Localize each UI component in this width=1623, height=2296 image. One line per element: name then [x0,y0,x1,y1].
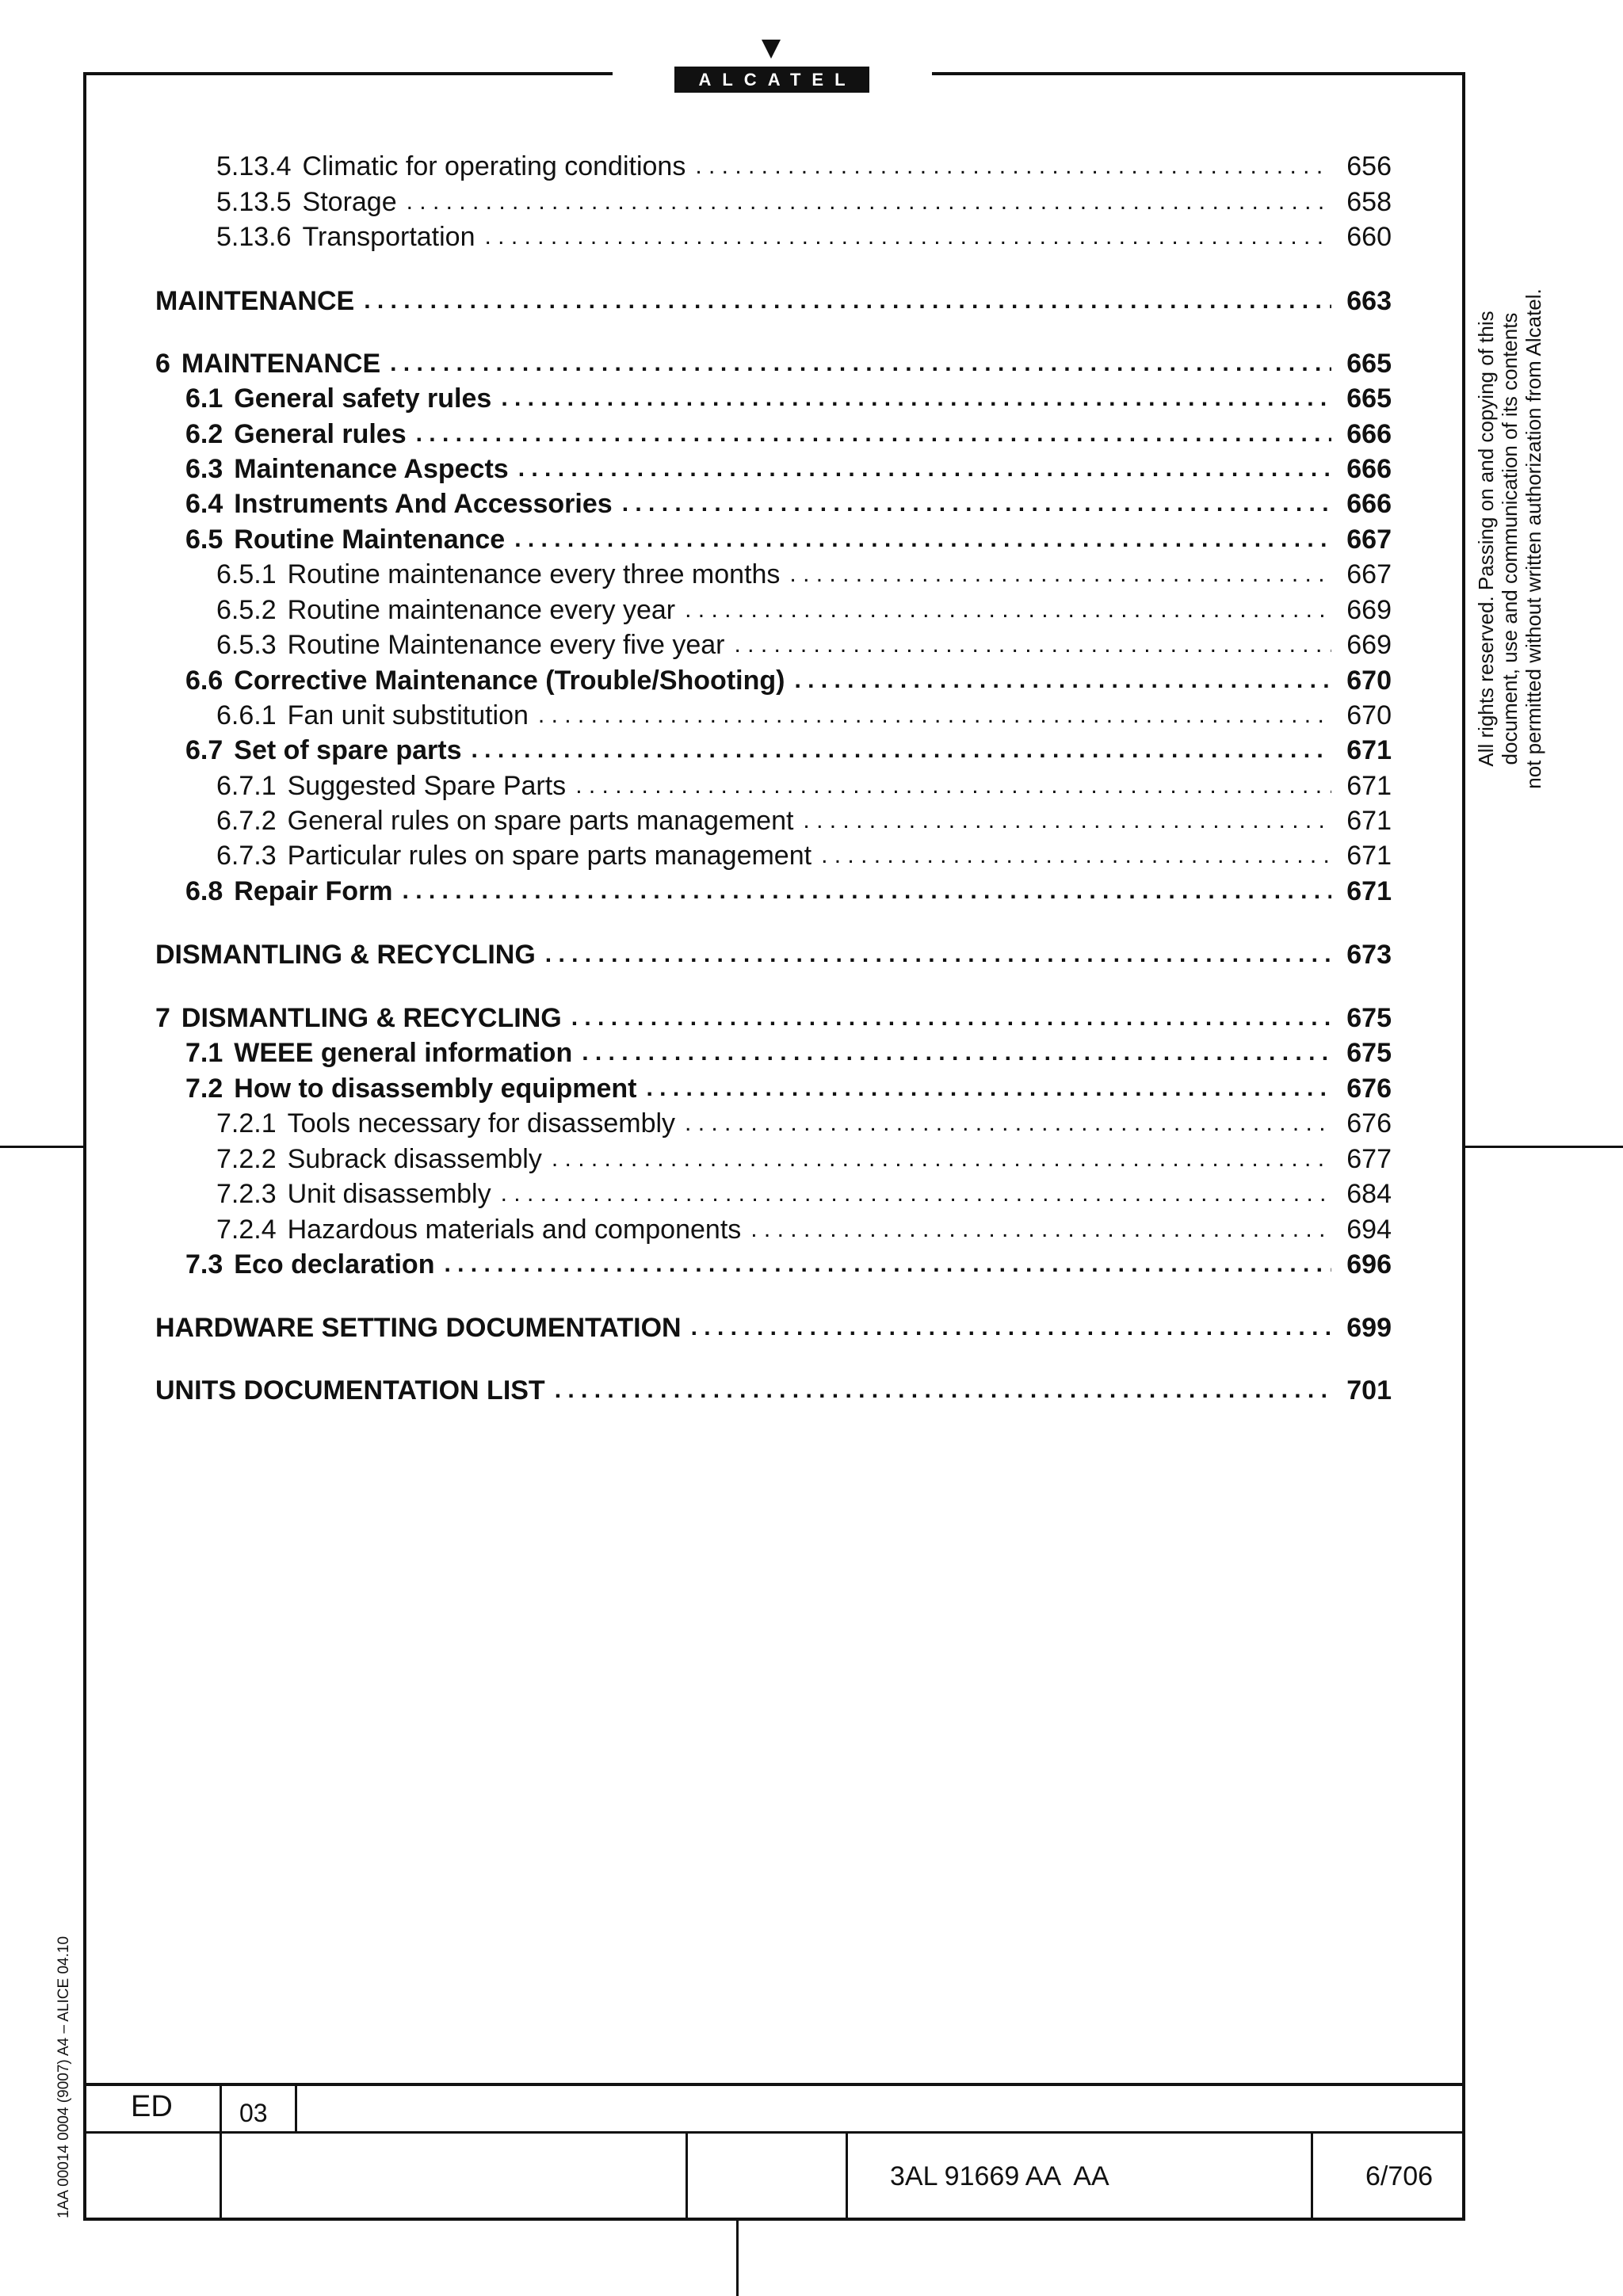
toc-entry-page: 669 [1346,595,1392,625]
toc-entry-title: General rules on spare parts management [287,806,794,836]
toc-entry-title: UNITS DOCUMENTATION LIST [155,1375,545,1405]
toc-entry-title: Repair Form [234,876,393,906]
toc-entry[interactable] [185,874,1392,909]
toc-dot-leader [571,1001,1331,1035]
toc-dot-leader [685,1106,1331,1141]
toc-entry-title: Particular rules on spare parts management [287,841,812,871]
toc-entry-title: Suggested Spare Parts [287,771,567,801]
toc-entry-page: 676 [1346,1108,1392,1138]
toc-entry-page: 669 [1346,630,1392,660]
toc-entry[interactable] [216,838,1392,873]
toc-entry[interactable] [216,1142,1392,1177]
toc-entry-title: General safety rules [234,383,492,414]
title-block-top [83,2083,1465,2086]
toc-entry[interactable] [216,185,1392,219]
toc-entry-number: 7.2.3 [216,1179,277,1209]
toc-dot-leader [750,1212,1331,1247]
toc-dot-leader [514,522,1331,557]
toc-entry-number: 6.8 [185,876,223,906]
toc-entry[interactable] [216,1212,1392,1247]
toc-entry[interactable] [185,522,1392,557]
toc-entry-number: 6.5.1 [216,559,277,589]
toc-entry-page: 666 [1346,419,1392,449]
toc-entry-page: 684 [1346,1179,1392,1209]
toc-entry-number: 6.1 [185,383,223,414]
ed-value: 03 [239,2099,268,2127]
toc-entry-page: 665 [1346,383,1392,414]
toc-entry-page: 671 [1346,841,1392,871]
toc-entry-number: 6.2 [185,419,223,449]
toc-entry[interactable] [216,593,1392,627]
toc-entry[interactable] [185,733,1392,768]
toc-entry-title: Routine Maintenance every five year [287,630,725,660]
title-block-div-3 [685,2131,688,2221]
toc-entry-number: 6 [155,349,170,379]
toc-entry-page: 671 [1346,771,1392,801]
toc-dot-leader [545,937,1331,972]
toc-entry-number: 6.7 [185,735,223,765]
toc-dot-leader [622,486,1331,521]
crop-mark-bottom [736,2221,739,2296]
toc-dot-leader [821,838,1331,873]
logo-text: ALCATEL [698,69,857,90]
toc-entry[interactable] [155,1373,1392,1408]
toc-entry-title: DISMANTLING & RECYCLING [181,1003,562,1033]
toc-entry-title: Corrective Maintenance (Trouble/Shooting) [234,666,785,696]
toc-entry-title: DISMANTLING & RECYCLING [155,940,536,970]
toc-dot-leader [485,219,1332,254]
toc-entry-page: 663 [1346,286,1392,316]
toc-entry[interactable] [185,486,1392,521]
toc-dot-leader [538,698,1331,733]
toc-dot-leader [390,346,1331,381]
toc-entry-number: 5.13.6 [216,222,292,252]
title-block-div-4 [846,2131,848,2221]
toc-dot-leader [552,1142,1331,1177]
toc-entry-number: 6.5 [185,524,223,555]
toc-entry-page: 699 [1346,1313,1392,1343]
title-block-mid [83,2131,1465,2134]
toc-entry[interactable] [216,219,1392,254]
toc-dot-leader [501,1177,1331,1211]
toc-dot-leader [416,417,1331,452]
toc-entry-page: 660 [1346,222,1392,252]
toc-entry-page: 665 [1346,349,1392,379]
toc-dot-leader [364,284,1331,318]
toc-entry[interactable] [185,663,1392,698]
toc-entry-number: 6.7.2 [216,806,277,836]
toc-entry-number: 6.7.1 [216,771,277,801]
toc-dot-leader [501,381,1331,416]
toc-entry-number: 7.2 [185,1074,223,1104]
toc-dot-leader [734,627,1331,662]
logo-triangle-icon [762,40,781,59]
toc-entry[interactable] [216,769,1392,803]
toc-entry[interactable] [216,1106,1392,1141]
copyright-line-1: All rights reserved. Passing on and copying of this [1474,311,1498,767]
toc-entry-title: Fan unit substitution [287,700,529,730]
toc-entry-page: 671 [1346,735,1392,765]
toc-entry[interactable] [216,698,1392,733]
toc-entry[interactable] [216,557,1392,592]
toc-entry[interactable] [185,381,1392,416]
crop-mark-left [0,1146,83,1148]
toc-entry-title: Routine maintenance every year [287,595,676,625]
toc-entry[interactable] [216,1177,1392,1211]
toc-dot-leader [582,1035,1331,1070]
copyright-line-2: document, use and communication of its contents [1498,312,1522,765]
toc-entry[interactable] [155,937,1392,972]
toc-dot-leader [695,149,1331,184]
toc-entry-title: Instruments And Accessories [234,489,613,519]
toc-dot-leader [555,1373,1331,1408]
crop-mark-right [1465,1146,1623,1148]
toc-entry-title: MAINTENANCE [155,286,355,316]
toc-entry-title: Hazardous materials and components [287,1215,742,1245]
toc-entry-title: Maintenance Aspects [234,454,509,484]
toc-entry[interactable] [216,627,1392,662]
toc-dot-leader [685,593,1331,627]
toc-entry-title: Tools necessary for disassembly [287,1108,676,1138]
toc-entry[interactable] [155,346,1392,381]
toc-entry-number: 7.1 [185,1038,223,1068]
toc-dot-leader [789,557,1331,592]
toc-dot-leader [444,1247,1331,1282]
title-block-div-5 [1311,2131,1313,2221]
toc-entry-page: 671 [1346,806,1392,836]
frame-top-left [83,72,613,75]
toc-entry-page: 676 [1346,1074,1392,1104]
frame-bottom [83,2218,1465,2221]
toc-entry-page: 673 [1346,940,1392,970]
toc-entry-page: 666 [1346,489,1392,519]
toc-entry-page: 675 [1346,1003,1392,1033]
toc-entry[interactable] [185,452,1392,486]
alcatel-logo [674,67,869,93]
toc-entry[interactable] [155,284,1392,318]
toc-entry-title: Transportation [302,222,475,252]
toc-entry-number: 6.5.2 [216,595,277,625]
toc-entry-number: 6.7.3 [216,841,277,871]
toc-entry[interactable] [155,1001,1392,1035]
toc-entry-number: 6.5.3 [216,630,277,660]
toc-entry-number: 7.2.1 [216,1108,277,1138]
toc-entry-page: 671 [1346,876,1392,906]
toc-entry-page: 677 [1346,1144,1392,1174]
toc-dot-leader [794,663,1331,698]
toc-dot-leader [575,769,1331,803]
toc-entry-title: WEEE general information [234,1038,573,1068]
frame-left [83,72,86,2221]
toc-entry-number: 7.3 [185,1249,223,1280]
toc-entry-number: 7.2.4 [216,1215,277,1245]
document-code: 3AL 91669 AA AA [890,2161,1109,2191]
toc-entry-number: 7.2.2 [216,1144,277,1174]
form-code: 1AA 00014 0004 (9007) A4 – ALICE 04.10 [55,1936,72,2218]
toc-entry-title: Routine Maintenance [234,524,506,555]
ed-label: ED [131,2090,173,2123]
toc-entry-page: 667 [1346,524,1392,555]
toc-entry-title: General rules [234,419,407,449]
toc-entry-page: 675 [1346,1038,1392,1068]
toc-entry-number: 6.3 [185,454,223,484]
toc-entry[interactable] [185,417,1392,452]
toc-entry-title: Routine maintenance every three months [287,559,781,589]
toc-entry-title: How to disassembly equipment [234,1074,637,1104]
toc-entry-page: 670 [1346,666,1392,696]
toc-dot-leader [407,185,1331,219]
toc-entry-title: HARDWARE SETTING DOCUMENTATION [155,1313,682,1343]
toc-entry-page: 696 [1346,1249,1392,1280]
toc-entry-title: Subrack disassembly [287,1144,542,1174]
toc-entry-number: 5.13.4 [216,151,292,181]
toc-entry[interactable] [216,149,1392,184]
title-block-div-1 [220,2083,222,2221]
toc-dot-leader [403,874,1331,909]
toc-entry-title: Climatic for operating conditions [302,151,686,181]
copyright-note [1474,277,1545,800]
toc-entry-title: Set of spare parts [234,735,462,765]
toc-entry[interactable] [155,1310,1392,1345]
page-indicator: 6/706 [1365,2161,1434,2191]
toc-entry[interactable] [185,1071,1392,1106]
toc-entry-page: 701 [1346,1375,1392,1405]
frame-top-right [932,72,1465,75]
toc-dot-leader [518,452,1331,486]
toc-entry[interactable] [185,1035,1392,1070]
title-block-div-2 [295,2083,297,2133]
toc-entry-title: Unit disassembly [287,1179,491,1209]
toc-entry[interactable] [185,1247,1392,1282]
toc-dot-leader [646,1071,1331,1106]
toc-entry-page: 656 [1346,151,1392,181]
toc-entry-title: MAINTENANCE [181,349,381,379]
toc-entry-number: 6.6.1 [216,700,277,730]
toc-entry-page: 670 [1346,700,1392,730]
toc-entry-number: 7 [155,1003,170,1033]
toc-entry-page: 658 [1346,187,1392,217]
toc-entry[interactable] [216,803,1392,838]
toc-entry-page: 666 [1346,454,1392,484]
toc-entry-page: 694 [1346,1215,1392,1245]
toc-entry-number: 6.4 [185,489,223,519]
toc-entry-number: 6.6 [185,666,223,696]
toc-entry-number: 5.13.5 [216,187,292,217]
copyright-line-3: not permitted without written authorization from Alcatel. [1522,288,1545,789]
toc-dot-leader [471,733,1331,768]
toc-dot-leader [691,1310,1331,1345]
toc-entry-page: 667 [1346,559,1392,589]
toc-dot-leader [803,803,1331,838]
toc-entry-title: Storage [302,187,397,217]
toc-entry-title: Eco declaration [234,1249,435,1280]
